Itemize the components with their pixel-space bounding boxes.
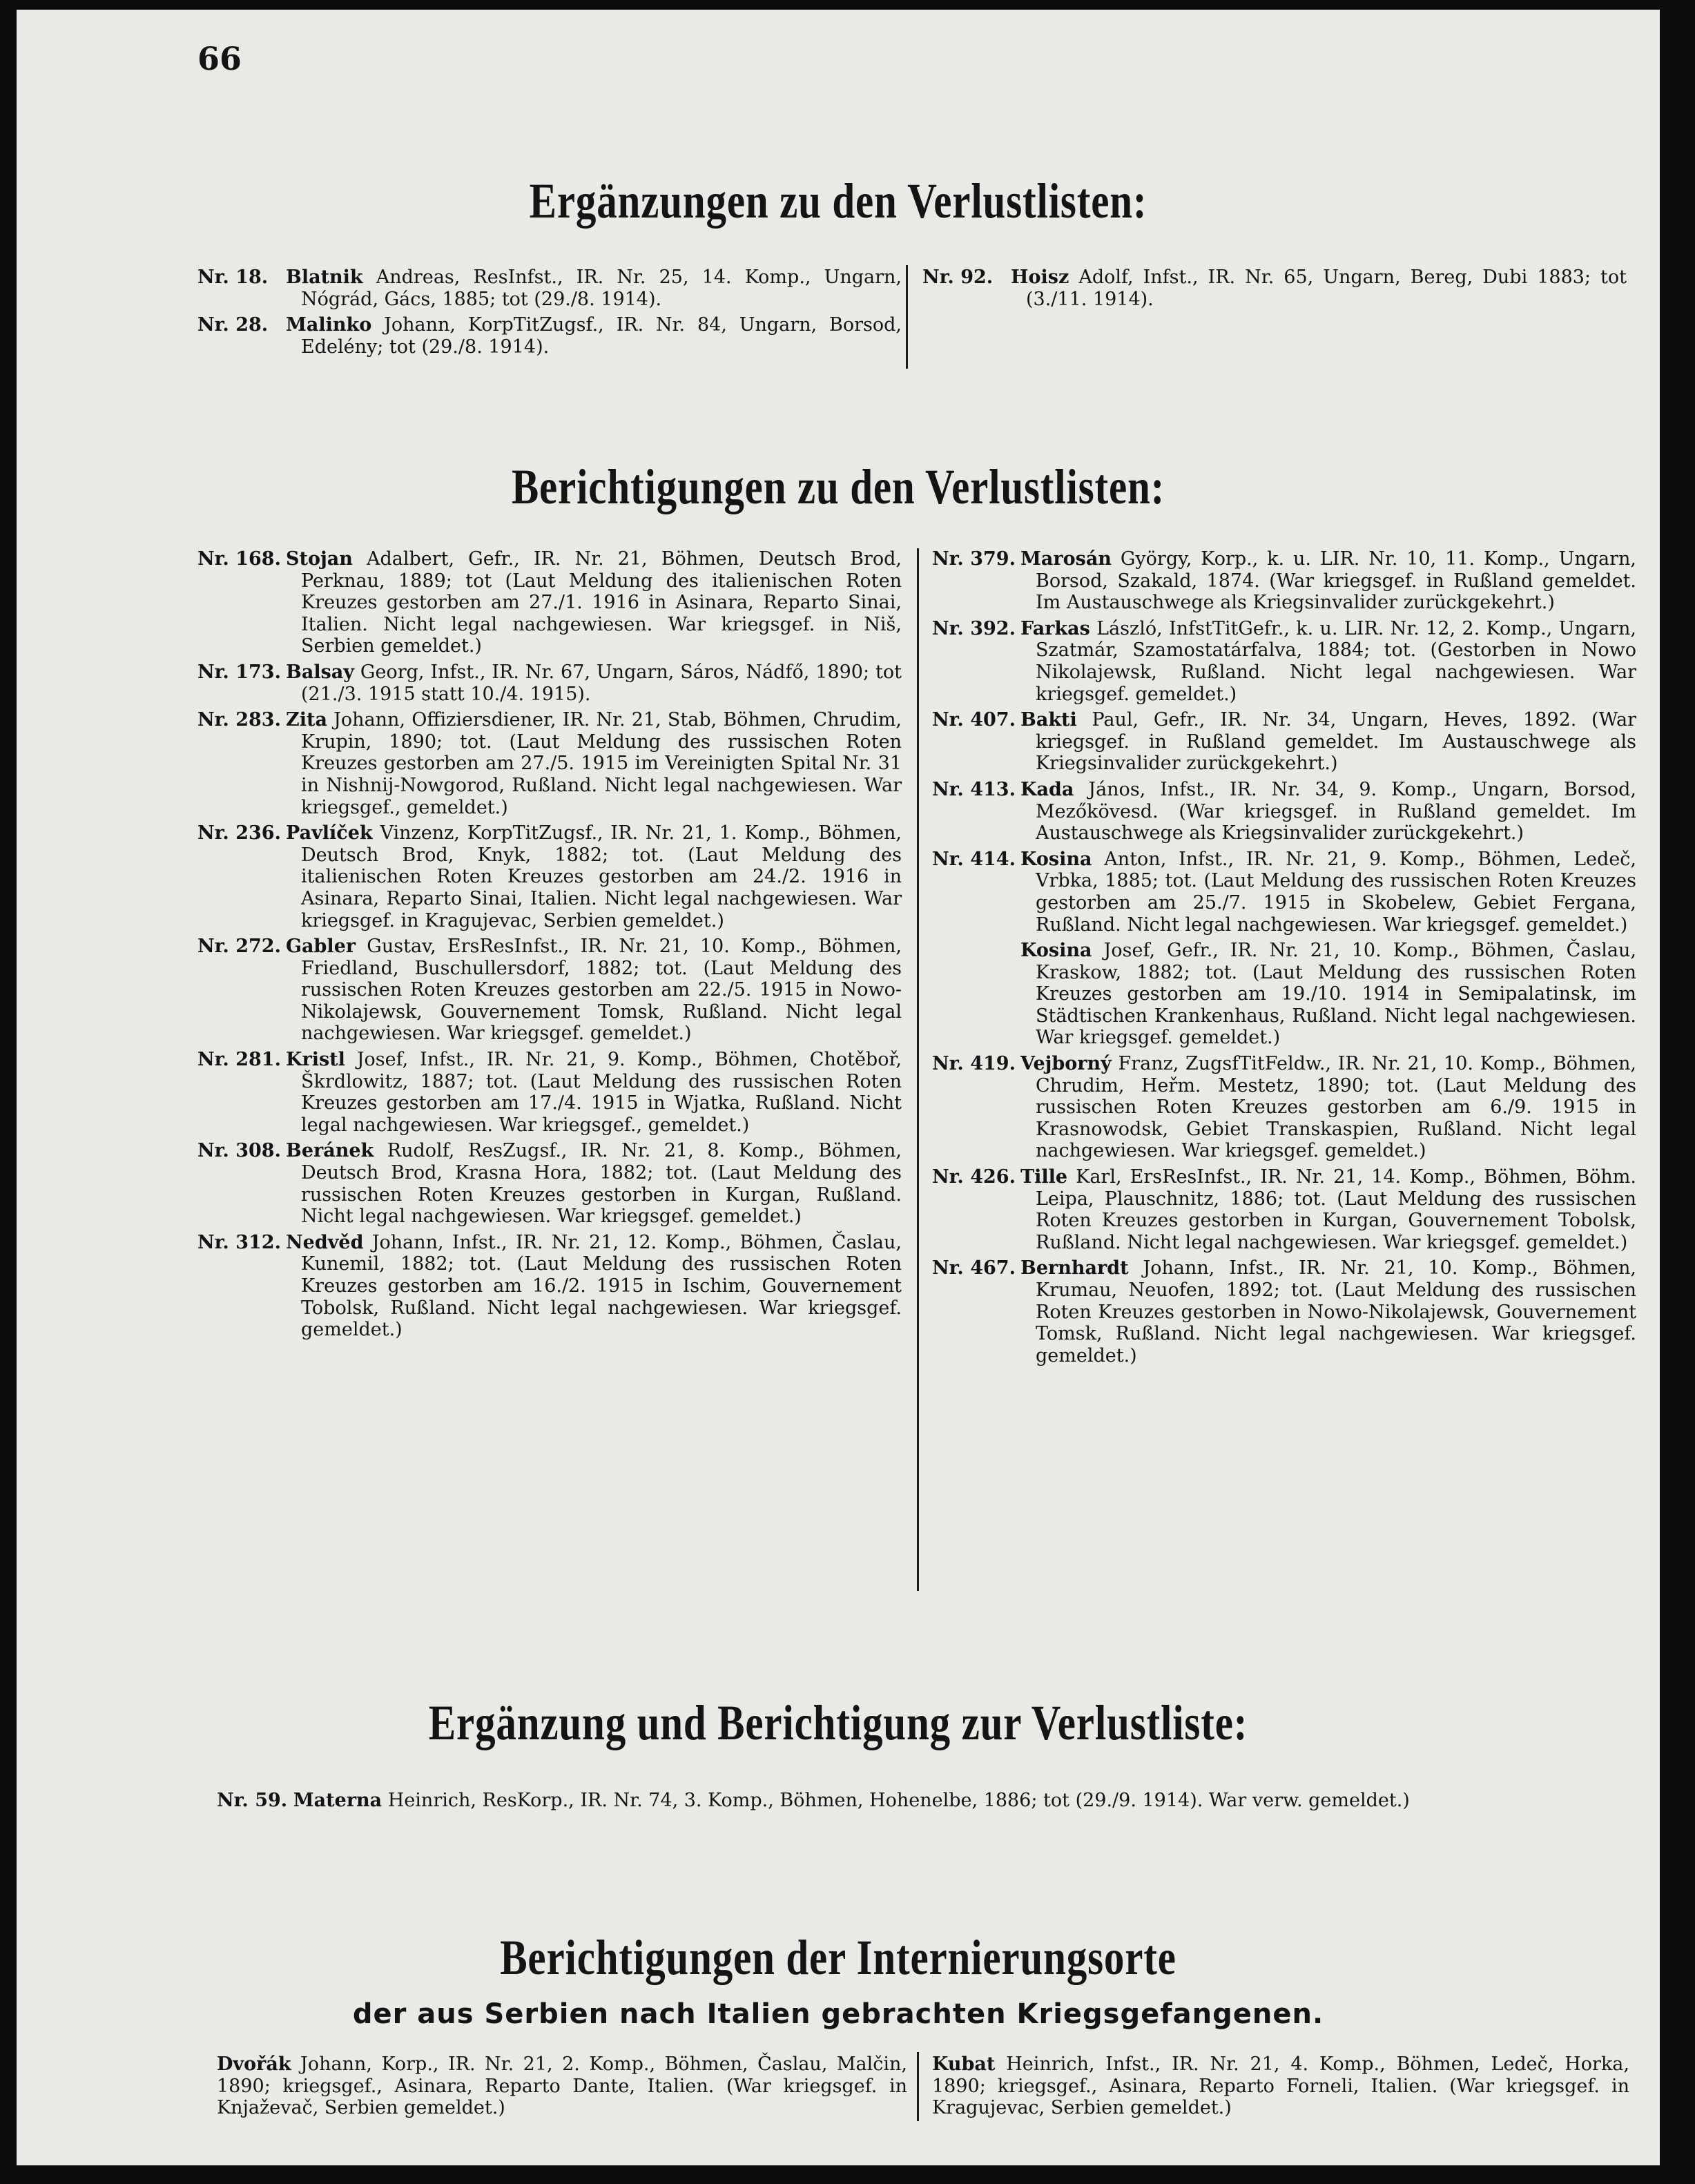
column-divider — [917, 2052, 919, 2121]
list-item: Nr. 92. Hoisz Adolf, Infst., IR. Nr. 65, Ungarn, Bereg, Dubi 1883; tot (3./11. 1914). — [922, 267, 1627, 310]
list-item: Nr. 392. Farkas László, InfstTitGefr., k. u. LIR. Nr. 12, 2. Komp., Ungarn, Szatmár, Szamostatárfalva, 1884; tot. (Gestorben in Nowo Nikolajewsk, Rußland. Nicht legal nachgewiesen. War kriegsgef. gemeldet.) — [932, 617, 1636, 705]
list-item: Nr. 467. Bernhardt Johann, Infst., IR. Nr. 21, 10. Komp., Böhmen, Krumau, Neuofen, 1892; tot. (Laut Meldung des russischen Roten Kreuzes gestorben in Nowo-Nikolajewsk, Gouvernement Tomsk, Rußland. Nicht legal nachgewiesen. War kriegsgef. gemeldet.) — [932, 1257, 1636, 1366]
list-item: Nr. 414. Kosina Anton, Infst., IR. Nr. 21, 9. Komp., Böhmen, Ledeč, Vrbka, 1885; tot. (Laut Meldung des russischen Roten Kreuzes gestorben am 25./7. 1915 in Skobelew, Gebiet Fergana, Rußland. Nicht legal nachgewiesen. War kriegsgef. gemeldet.) — [932, 848, 1636, 936]
list-item: Nr. 281. Kristl Josef, Infst., IR. Nr. 21, 9. Komp., Böhmen, Chotěboř, Škrdlowitz, 1887; tot. (Laut Meldung des russischen Roten Kreuzes gestorben am 17./4. 1915 in Wjatka, Rußland. Nicht legal nachgewiesen. War kriegsgef., gemeldet.) — [197, 1049, 902, 1136]
list-item: Nr. 168. Stojan Adalbert, Gefr., IR. Nr. 21, Böhmen, Deutsch Brod, Perknau, 1889; tot (Laut Meldung des italienischen Roten Kreuzes gestorben am 27./1. 1916 in Asinara, Reparto Sinai, Italien. Nicht legal nachgewiesen. War kriegsgef. in Niš, Serbien gemeldet.) — [197, 548, 902, 657]
column-divider — [906, 265, 908, 369]
document-page — [17, 10, 1660, 2165]
section-title-berichtigungen: Berichtigungen zu den Verlustlisten: — [511, 459, 1165, 514]
list-item: Nr. 283. Zita Johann, Offiziersdiener, IR. Nr. 21, Stab, Böhmen, Chrudim, Krupin, 1890; tot. (Laut Meldung des russischen Roten Kreuzes gestorben am 27./5. 1915 im Vereinigten Spital Nr. 31 in Nishnij-Nowgorod, Rußland. Nicht legal nachgewiesen. War kriegsgef., gemeldet.) — [197, 709, 902, 818]
section-subtitle: der aus Serbien nach Italien gebrachten Kriegsgefangenen. — [352, 1998, 1324, 2030]
list-item: Nr. 407. Bakti Paul, Gefr., IR. Nr. 34, Ungarn, Heves, 1892. (War kriegsgef. in Rußland gemeldet. Im Austauschwege als Kriegsinvalider zurückgekehrt.) — [932, 709, 1636, 775]
berichtigungen-left-column — [197, 548, 902, 1345]
list-item: Nr. 236. Pavlíček Vinzenz, KorpTitZugsf., IR. Nr. 21, 1. Komp., Böhmen, Deutsch Brod, Knyk, 1882; tot. (Laut Meldung des italienischen Roten Kreuzes gestorben am 24./2. 1916 in Asinara, Reparto Sinai, Italien. Nicht legal nachgewiesen. War kriegsgef. in Kragujevac, Serbien gemeldet.) — [197, 822, 902, 931]
list-item: Nr. 419. Vejborný Franz, ZugsfTitFeldw., IR. Nr. 21, 10. Komp., Böhmen, Chrudim, Heřm. Mestetz, 1890; tot. (Laut Meldung des russischen Roten Kreuzes gestorben am 6./9. 1915 in Krasnowodsk, Gebiet Transkaspien, Rußland. Nicht legal nachgewiesen. War kriegsgef. gemeldet.) — [932, 1053, 1636, 1162]
list-item: Nr. 413. Kada János, Infst., IR. Nr. 34, 9. Komp., Ungarn, Borsod, Mezőkövesd. (War kriegsgef. in Rußland gemeldet. Im Austauschwege als Kriegsinvalider zurückgekehrt.) — [932, 778, 1636, 844]
list-item: Nr. 28. Malinko Johann, KorpTitZugsf., IR. Nr. 84, Ungarn, Borsod, Edelény; tot (29./8. 1914). — [197, 314, 902, 358]
list-item: Nr. 18. Blatnik Andreas, ResInfst., IR. Nr. 25, 14. Komp., Ungarn, Nógrád, Gács, 1885; tot (29./8. 1914). — [197, 267, 902, 310]
column-divider — [917, 548, 919, 1591]
list-item: Nr. 308. Beránek Rudolf, ResZugsf., IR. Nr. 21, 8. Komp., Böhmen, Deutsch Brod, Krasna Hora, 1882; tot. (Laut Meldung des russischen Roten Kreuzes gestorben in Kurgan, Rußland. Nicht legal nachgewiesen. War kriegsgef. gemeldet.) — [197, 1140, 902, 1228]
list-item: Nr. 379. Marosán György, Korp., k. u. LIR. Nr. 10, 11. Komp., Ungarn, Borsod, Szakald, 1874. (War kriegsgef. in Rußland gemeldet. Im Austauschwege als Kriegsinvalider zurückgekehrt.) — [932, 548, 1636, 614]
section-title-ergaenzung-berichtigung: Ergänzung und Berichtigung zur Verlustliste: — [428, 1695, 1248, 1750]
list-item: Nr. 312. Nedvěd Johann, Infst., IR. Nr. 21, 12. Komp., Böhmen, Časlau, Kunemil, 1882; tot. (Laut Meldung des russischen Roten Kreuzes gestorben am 16./2. 1915 in Ischim, Gouvernement Tobolsk, Rußland. Nicht legal nachgewiesen. War kriegsgef. gemeldet.) — [197, 1231, 902, 1341]
section-title-internierungsorte: Berichtigungen der Internierungsorte — [500, 1930, 1176, 1985]
list-item: Nr. 426. Tille Karl, ErsResInfst., IR. Nr. 21, 14. Komp., Böhmen, Böhm. Leipa, Plauschnitz, 1886; tot. (Laut Meldung des russischen Roten Kreuzes gestorben in Kurgan, Gouvernement Tobolsk, Rußland. Nicht legal nachgewiesen. War kriegsgef. gemeldet.) — [932, 1166, 1636, 1253]
internierung-right-entry: Kubat Heinrich, Infst., IR. Nr. 21, 4. Komp., Böhmen, Ledeč, Horka, 1890; kriegsgef., Asinara, Reparto Forneli, Italien. (War kriegsgef. in Kragujevac, Serbien gemeldet.) — [932, 2053, 1629, 2119]
ergaenzungen-left-column — [197, 267, 902, 362]
list-item: Kosina Josef, Gefr., IR. Nr. 21, 10. Komp., Böhmen, Časlau, Kraskow, 1882; tot. (Laut Meldung des russischen Roten Kreuzes gestorben am 19./10. 1914 in Semipalatinsk, im Städtischen Krankenhaus, Rußland. Nicht legal nachgewiesen. War kriegsgef. gemeldet.) — [1020, 940, 1636, 1049]
ergaenzungen-right-column — [922, 267, 1627, 314]
list-item: Nr. 59. Materna Heinrich, ResKorp., IR. Nr. 74, 3. Komp., Böhmen, Hohenelbe, 1886; tot (29./9. 1914). War verw. gemeldet.) — [217, 1790, 1410, 1811]
page-number: 66 — [197, 40, 242, 77]
list-item: Nr. 173. Balsay Georg, Infst., IR. Nr. 67, Ungarn, Sáros, Nádfő, 1890; tot (21./3. 1915 statt 10./4. 1915). — [197, 661, 902, 705]
internierung-left-entry: Dvořák Johann, Korp., IR. Nr. 21, 2. Komp., Böhmen, Časlau, Malčin, 1890; kriegsgef., Asinara, Reparto Dante, Italien. (War kriegsgef. in Knjaževač, Serbien gemeldet.) — [217, 2053, 907, 2119]
list-item: Nr. 272. Gabler Gustav, ErsResInfst., IR. Nr. 21, 10. Komp., Böhmen, Friedland, Buschullersdorf, 1882; tot. (Laut Meldung des russischen Roten Kreuzes gestorben am 22./5. 1915 in Nowo-Nikolajewsk, Gouvernement Tomsk, Rußland. Nicht legal nachgewiesen. War kriegsgef. gemeldet.) — [197, 936, 902, 1045]
berichtigungen-right-column — [932, 548, 1636, 1371]
section-title-ergaenzungen: Ergänzungen zu den Verlustlisten: — [529, 173, 1147, 229]
